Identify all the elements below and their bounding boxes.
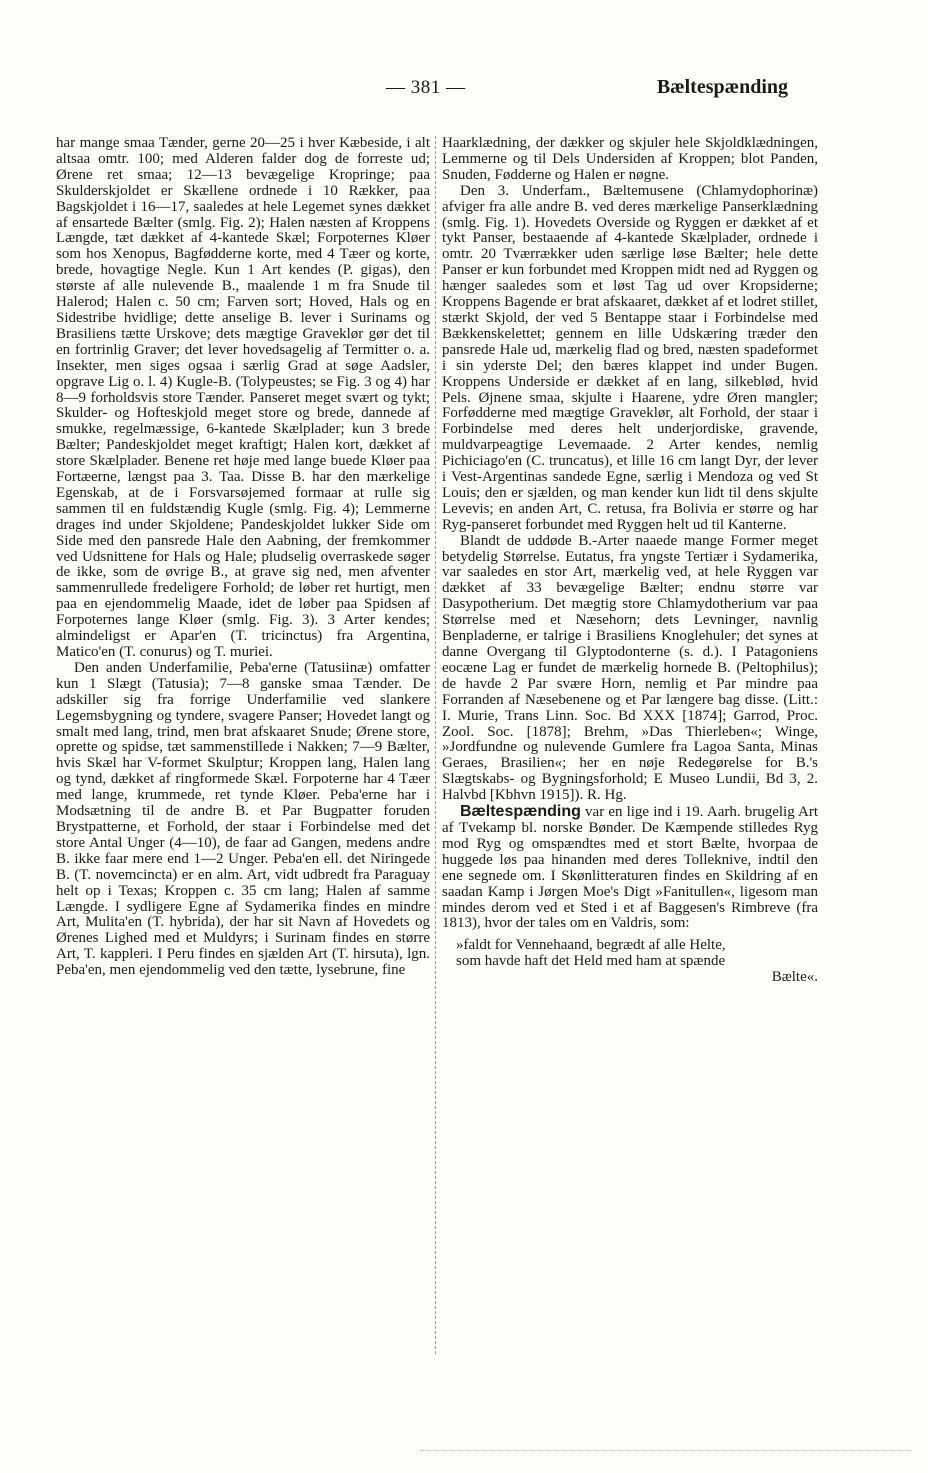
entry-headword: Bæltespænding <box>460 803 581 821</box>
bottom-rule <box>420 1450 912 1451</box>
paragraph: Haarklædning, der dækker og skjuler hele Skjoldklædningen, Lemmerne og til Dels Undersiden af Kroppen; blot Panden, Snuden, Fødderne og Halen er nøgne. <box>442 135 818 183</box>
column-divider <box>435 136 436 1354</box>
quote-line: Bælte«. <box>771 969 818 986</box>
paragraph: Den anden Underfamilie, Peba'erne (Tatusiinæ) omfatter kun 1 Slægt (Tatusia); 7—8 ganske smaa Tænder. De adskiller sig fra forrige Underfamilie ved slankere Legemsbygning og tyndere, svagere Panser; Hovedet langt og smalt med lang, trind, men brat afskaaret Snude; Ørene store, oprette og spidse, tæt sammenstillede i Nakken; 7—9 Bælter, hvis Skæl har V-formet Skulptur; Kroppen lang, Halen lang og tynd, dækket af ringformede Skæl. Forpoterne har 4 Tæer med lange, krummede, ret tynde Kløer. Peba'erne har i Modsætning til de andre B. et Par Bugpatter foruden Brystpatterne, et Forhold, der staar i Forbindelse med det store Antal Unger (4—10), de faar ad Gangen, medens andre B. ikke faar mere end 1—2 Unger. Peba'en ell. det Niringede B. (T. novemcincta) er en alm. Art, vidt udbredt fra Paraguay helt op i Texas; Kroppen c. 35 cm lang; Halen af samme Længde. I sydligere Egne af Sydamerika findes en mindre Art, Mulita'en (T. hybrida), der har sit Navn af Hovedets og Ørenes Lighed med et Muldyrs; i Surinam findes en større Art, T. kappleri. I Peru findes en sjælden Art (T. hirsuta), lgn. Peba'en, men ejendommelig ved den tætte, lysebrune, fine <box>56 659 430 979</box>
left-column <box>56 136 430 979</box>
running-head: Bæltespænding <box>656 76 788 98</box>
paragraph: har mange smaa Tænder, gerne 20—25 i hver Kæbeside, i alt altsaa omtr. 100; med Alderen falder dog de forreste ud; Ørene ret smaa; 12—13 bevægelige Kropringe; paa Skulderskjoldet er Skællene ordnede i 10 Rækker, paa Bagskjoldet i 16—17, saaledes at hele Legemet synes dækket af ensartede Bælter (smlg. Fig. 2); Halen næsten af Kroppens Længde, tæt dækket af 4-kantede Skæl; Forpoternes Kløer som hos Xenopus, Bagfødderne korte, med 4 Tæer og korte, brede, hovagtige Negle. Kun 1 Art kendes (P. gigas), den største af alle nulevende B., maalende 1 m fra Snude til Halerod; Halen c. 50 cm; Farven sort; Hoved, Hals og en Sidestribe hvidlige; dette anselige B. lever i Surinams og Brasiliens tætte Urskove; dets mægtige Graveklør gør det til en fortrinlig Graver; det lever hovedsagelig af Termitter o. a. Insekter, men siges ogsaa i særlig Grad at søge Aadsler, opgrave Lig o. l. 4) Kugle-B. (Tolypeustes; se Fig. 3 og 4) har 8—9 forholdsvis store Tænder. Panseret meget svært og tykt; Skulder- og Hofteskjold meget store og brede, dannede af smukke, regelmæssige, 6-kantede Skælplader; kun 3 brede Bælter; Pandeskjoldet meget kraftigt; Halen kort, dækket af store Skælplader. Benene ret høje med lange buede Kløer paa Fortæerne, længst paa 3. Taa. Disse B. har den mærkelige Egenskab, at de i Forsvarsøjemed formaar at rulle sig sammen til en fuldstændig Kugle (smlg. Fig. 4); Lemmerne drages ind under Skjoldene; Pandeskjoldet lukker Side om Side med den pansrede Hale den Aabning, der fremkommer ved Udsnittene for Hals og Hale; pludselig overraskede søger de ikke, som de øvrige B., at grave sig ned, men afventer sammenrullede fredeligere Forhold; de løber ret hurtigt, men paa en ejendommelig Maade, idet de løber paa Spidsen af Forpoternes lange Kløer (smlg. Fig. 3). 3 Arter kendes; almindeligst er Apar'en (T. tricinctus) fra Argentina, Matico'en (T. conurus) og T. muriei. <box>56 135 430 660</box>
entry-text: var en lige ind i 19. Aarh. brugelig Art af Tvekamp bl. norske Bønder. De Kæmpende stilledes Ryg mod Ryg og omspændtes med et stort Bælte, hvorpaa de huggede løs paa hinanden med deres Tolleknive, indtil den ene segnede om. I Skønlitteraturen findes en Skildring af en saadan Kamp i Jørgen Moe's Digt »Fanitullen«, ligesom man mindes derom ved et Sted i et af Baggesen's Rimbreve (fra 1813), hvor der tales om en Valdris, som: <box>442 804 819 932</box>
quote-line: som havde haft det Held med ham at spænde <box>456 953 726 970</box>
paragraph: Den 3. Underfam., Bæltemusene (Chlamydophorinæ) afviger fra alle andre B. ved deres mærkelige Panserklædning (smlg. Fig. 1). Hovedets Overside og Ryggen er dækket af et tykt Panser, bestaaende af 4-kantede Skælplader, ordnede i omtr. 20 Tværrækker uden særlige løse Bælter; hele dette Panser er kun forbundet med Kroppen midt ned ad Ryggen og hænger saaledes som et løst Tag ud over Kropsiderne; Kroppens Bagende er brat afskaaret, dækket af et lodret stillet, stærkt Skjold, der ved 5 Bentappe staar i Forbindelse med Bækkenskelettet; gennem en lille Udskæring træder den pansrede Hale ud, mærkelig flad og bred, næsten spadeformet i sin yderste Del; den bæres klappet ind under Bugen. Kroppens Underside er dækket af en lang, silkeblød, hvid Pels. Øjnene smaa, skjulte i Haarene, ydre Øren mangler; Forfødderne med mægtige Graveklør, alt Forhold, der staar i Forbindelse med deres helt underjordiske, gravende, muldvarpeagtige Levemaade. 2 Arter kendes, nemlig Pichiciago'en (C. truncatus), et lille 16 cm langt Dyr, der lever i Vest-Argentinas sandede Egne, særlig i Mendoza og ved St Louis; den er sjælden, og man kender kun lidt til dens skjulte Levevis; en anden Art, C. retusa, fra Bolivia er større og har Ryg-panseret forbundet med Ryggen helt ud til Kanterne. <box>442 182 818 533</box>
right-column <box>442 136 818 986</box>
paragraph: Blandt de uddøde B.-Arter naaede mange Former meget betydelig Størrelse. Eutatus, fra yngste Tertiær i Sydamerika, var saaledes en stor Art, mærkelig ved, at hele Ryggen var dækket af 33 bevægelige Bælter; endnu større var Dasypotherium. Det mægtig store Chlamydotherium var paa Størrelse med et Næsehorn; dets Levninger, navnlig Benpladerne, er talrige i Brasiliens Knoglehuler; det synes at danne Overgang til Glyptodonterne (s. d.). I Patagoniens eocæne Lag er fundet de mærkelig hornede B. (Peltophilus); de havde 2 Par svære Horn, nemlig et Par mindre paa Forranden af Næsebenene og et Par længere bag disse. (Litt.: I. Murie, Trans Linn. Soc. Bd XXX [1874]; Garrod, Proc. Zool. Soc. [1878]; Brehm, »Das Thierleben«; Winge, »Jordfundne og nulevende Gumlere fra Lagoa Santa, Minas Geraes, Brasilien«; her en nøje Redegørelse for B.'s Slægtskabs- og Bygningsforhold; E Museo Lundii, Bd 3, 2. Halvbd [Kbhvn 1915]). R. Hg. <box>442 532 818 804</box>
encyclopedia-entry <box>442 804 818 932</box>
quote-line: »faldt for Vennehaand, begrædt af alle Helte, <box>456 937 726 954</box>
page-number: — 381 — <box>386 77 466 98</box>
